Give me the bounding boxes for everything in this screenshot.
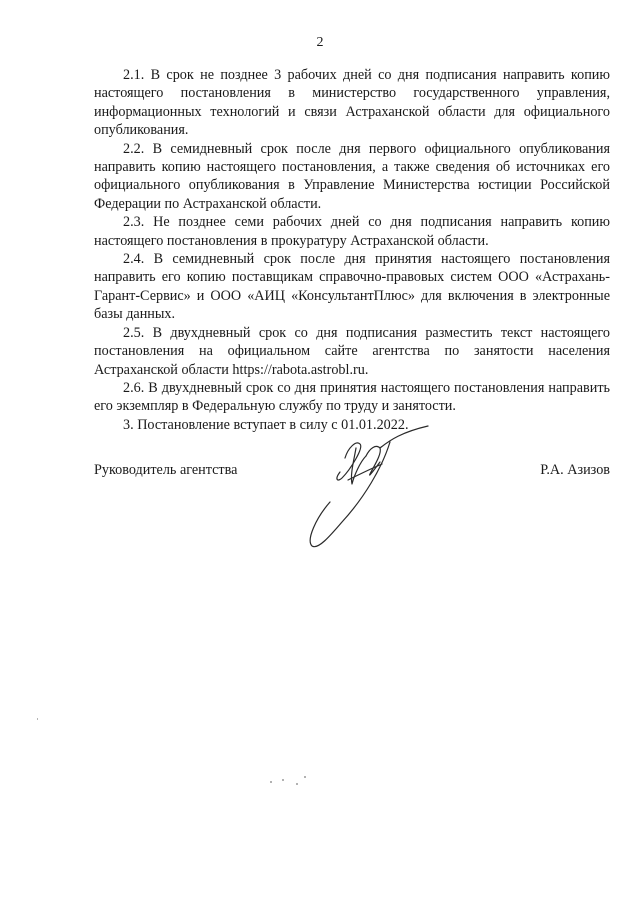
scan-speck (282, 779, 284, 781)
signatory-position: Руководитель агентства (94, 462, 238, 478)
paragraph-2-5: 2.5. В двухдневный срок со дня подписания разместить текст настоящего постановления на официальном сайте агентства по занятости населения Астраханской области https://rabota.astrobl.ru. (94, 324, 610, 378)
paragraph-2-6: 2.6. В двухдневный срок со дня принятия настоящего постановления направить его экземпляр в Федеральную службу по труду и занятости. (94, 379, 610, 415)
handwritten-signature (290, 418, 440, 568)
scan-speck (304, 776, 306, 778)
paragraph-2-4: 2.4. В семидневный срок после дня принятия настоящего постановления направить его копию поставщикам справочно-правовых систем ООО «Астрахань-Гарант-Сервис» и ООО «АИЦ «КонсультантПлюс» для включения в электронные базы данных. (94, 251, 610, 323)
page-number: 2 (316, 35, 324, 50)
paragraph-2-1: 2.1. В срок не позднее 3 рабочих дней со дня подписания направить копию настоящего постановления в министерство государственного управления, информационных технологий и связи Астраханской области для официального опубликования. (94, 67, 610, 139)
scan-speck (270, 781, 272, 783)
paragraph-2-2: 2.2. В семидневный срок после дня первого официального опубликования направить копию настоящего постановления, а также сведения об источниках его официального опубликования в Управление Министерства юстиции Российской Федерации по Астраханской области. (94, 140, 610, 212)
paragraph-2-3: 2.3. Не позднее семи рабочих дней со дня подписания направить копию настоящего постановления в прокуратуру Астраханской области. (94, 214, 610, 249)
signatory-name: Р.А. Азизов (540, 462, 610, 478)
scan-speck (296, 783, 298, 785)
scan-speck (37, 718, 38, 720)
document-body (94, 66, 610, 434)
paragraph-3: 3. Постановление вступает в силу с 01.01.2022. (123, 416, 409, 433)
